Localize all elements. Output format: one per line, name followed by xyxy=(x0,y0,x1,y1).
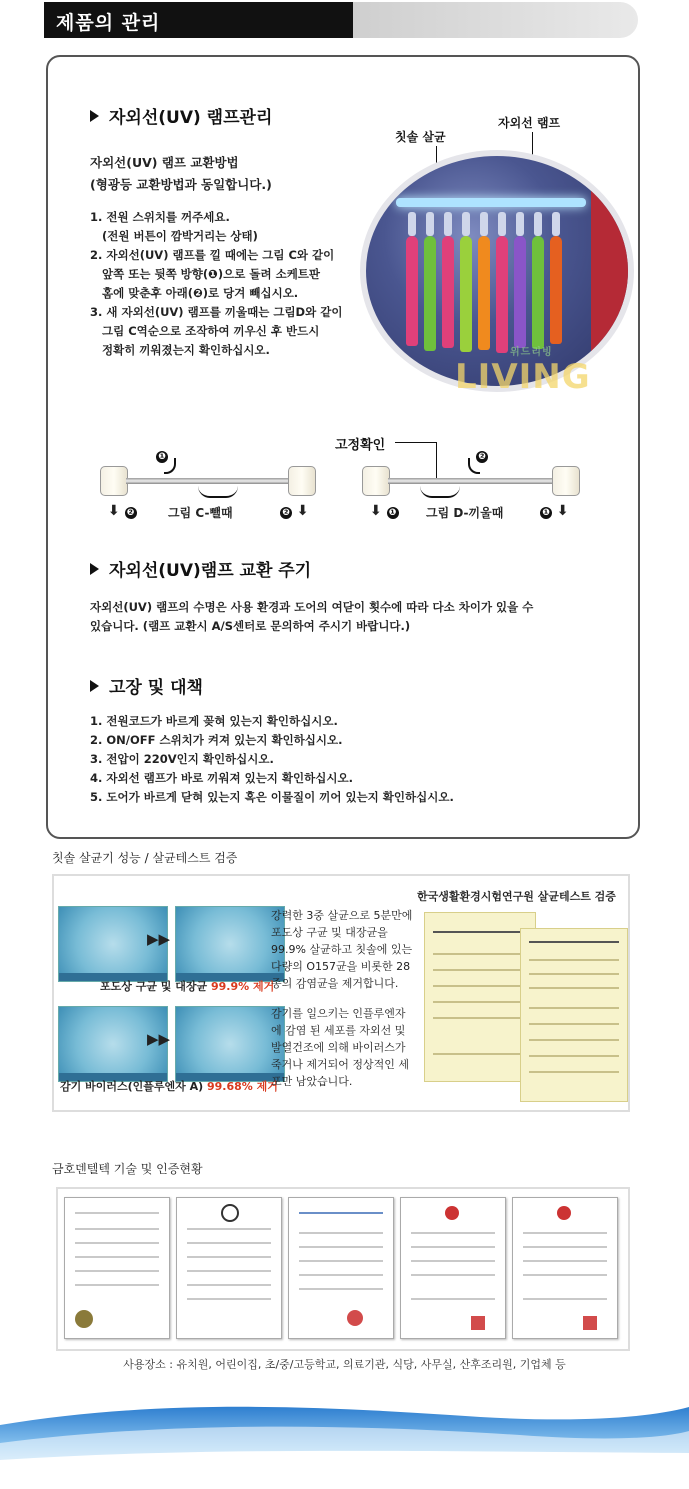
section-header xyxy=(44,2,638,38)
callout-lamp: 자외선 램프 xyxy=(498,116,561,130)
arrow-icon: ▶▶ xyxy=(147,1030,171,1048)
toothbrush xyxy=(460,236,472,352)
cycle-heading: 자외선(UV)램프 교환 주기 xyxy=(90,556,311,581)
toothbrush xyxy=(496,236,508,353)
down-arrow-icon: ⬇ ❶ xyxy=(370,503,399,519)
certificate-document xyxy=(176,1197,282,1339)
test-description-2: 감기를 일으키는 인플루엔자 에 감염 된 세포를 자외선 및 발열건조에 의해 바이러스가 죽거나 제거되어 정상적인 세 포만 남았습니다. xyxy=(271,1007,410,1088)
figure-d-caption: 그림 D-끼울때 xyxy=(426,506,504,520)
trouble-list: 1. 전원코드가 바르게 꽂혀 있는지 확인하십시오. 2. ON/OFF 스위치가 켜져 있는지 확인하십시오. 3. 전압이 220V인지 확인하십시오. 4. 자외선 램프가 바로 끼워져 있는지 확인하십시오. 5. 도어가 바르게 닫혀 있는지 혹은 이물질이 끼어 있는지 확인하십시오. xyxy=(90,714,454,804)
seal-icon xyxy=(75,1310,93,1328)
certificate-document xyxy=(64,1197,170,1339)
down-arrow-icon: ⬇ ❷ xyxy=(108,503,137,519)
callout-line xyxy=(395,442,437,443)
k-mark-icon xyxy=(221,1204,239,1222)
fix-check-label: 고정확인 xyxy=(335,438,386,453)
triangle-bullet-icon xyxy=(90,110,99,122)
uv-method-title: 자외선(UV) 램프 교환방법 (형광등 교환방법과 동일합니다.) xyxy=(90,155,272,192)
tube-cap xyxy=(100,466,128,496)
uv-steps: 1. 전원 스위치를 꺼주세요. (전원 버튼이 깜박거리는 상태) 2. 자외선(UV) 램프를 낄 때에는 그림 C와 같이 앞쪽 또는 뒷쪽 방향(❶)으로 돌려 소케트판 홈에 맞춘후 아래(❷)로 당겨 빼십시오. 3. 새 자외선(UV) 램프를 끼울때는 그림D와 같이 그림 C역순으로 조작하여 끼우신 후 반드시 정확히 끼워졌는지 확인하십시오. xyxy=(90,210,343,357)
decorative-wave xyxy=(0,1395,689,1489)
trouble-heading: 고장 및 대책 xyxy=(90,673,203,698)
toothbrush xyxy=(406,236,418,346)
down-arrow-icon: ❶ ⬇ xyxy=(540,503,569,519)
cert-section-title: 금호덴텔텍 기술 및 인증현황 xyxy=(52,1162,203,1176)
seal-icon xyxy=(347,1310,363,1326)
triangle-bullet-icon xyxy=(90,680,99,692)
red-panel xyxy=(591,186,631,386)
petri-dish-image xyxy=(175,906,285,982)
triangle-bullet-icon xyxy=(90,563,99,575)
uv-tube xyxy=(126,478,288,484)
step-number: ❷ xyxy=(476,444,488,463)
cycle-body: 자외선(UV) 램프의 수명은 사용 환경과 도어의 여닫이 횟수에 따라 다소 차이가 있을 수 있습니다. (램프 교환시 A/S센터로 문의하여 주시기 바랍니다.) xyxy=(90,600,534,633)
section-title: 제품의 관리 xyxy=(56,12,161,34)
tube-cap xyxy=(288,466,316,496)
toothbrush-sterilizer-photo xyxy=(360,150,634,392)
step-number: ❶ xyxy=(156,444,168,463)
tube-cap xyxy=(362,466,390,496)
uv-lamp-glow xyxy=(396,198,586,207)
petri-dish-image xyxy=(175,1006,285,1082)
rotate-arrow xyxy=(420,486,460,498)
test-caption-1: 포도상 구균 및 대장균 99.9% 제거 xyxy=(100,980,275,993)
toothbrush xyxy=(532,236,544,349)
usage-places: 사용장소 : 유치원, 어린이집, 초/중/고등학교, 의료기관, 식당, 사무실, 산후조리원, 기업체 등 xyxy=(123,1358,566,1371)
uv-heading: 자외선(UV) 램프관리 xyxy=(90,103,272,128)
test-certificate-image xyxy=(520,928,628,1102)
certificate-document xyxy=(288,1197,394,1339)
arrow-icon: ▶▶ xyxy=(147,930,171,948)
cert-title: 한국생활환경시험연구원 살균테스트 검증 xyxy=(417,890,616,903)
logo-icon xyxy=(445,1206,459,1220)
seal-icon xyxy=(471,1316,485,1330)
test-description-1: 강력한 3중 살균으로 5분만에 포도상 구균 및 대장균을 99.9% 살균하고 칫솔에 있는 다량의 O157균을 비롯한 28 종의 감염균을 제거합니다. xyxy=(271,909,413,990)
certificate-document xyxy=(512,1197,618,1339)
logo-icon xyxy=(557,1206,571,1220)
tube-cap xyxy=(552,466,580,496)
callout-sterilize: 칫솔 살균 xyxy=(395,130,446,144)
living-watermark: 위드리빙 LIVING xyxy=(455,347,591,397)
toothbrush xyxy=(478,236,490,350)
seal-icon xyxy=(583,1316,597,1330)
down-arrow-icon: ❷ ⬇ xyxy=(280,503,309,519)
test-section-title: 칫솔 살균기 성능 / 살균테스트 검증 xyxy=(52,851,238,865)
toothbrush xyxy=(442,236,454,348)
cert-box xyxy=(56,1187,630,1351)
callout-line xyxy=(436,442,437,478)
toothbrush xyxy=(514,236,526,348)
test-caption-2: 감기 바이러스(인플루엔자 A) 99.68% 제거 xyxy=(60,1080,278,1093)
certificate-document xyxy=(400,1197,506,1339)
uv-tube xyxy=(388,478,552,484)
toothbrush xyxy=(424,236,436,351)
rotate-arrow xyxy=(198,486,238,498)
toothbrush xyxy=(550,236,562,344)
figure-c-caption: 그림 C-뺄때 xyxy=(168,506,233,520)
